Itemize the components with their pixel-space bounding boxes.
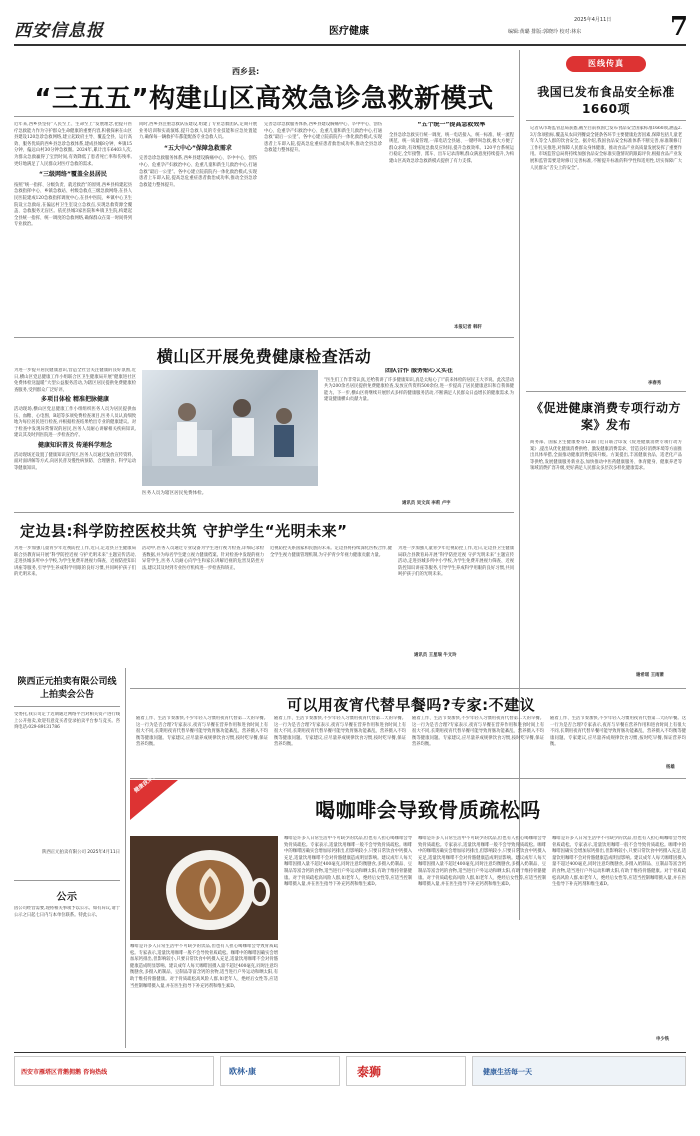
story5-column-1: 随着工作、生活节奏加快,不少年轻人习惯用夜宵代替第二天的早餐。这一行为是否合理?专家表示,夜宵与早餐在营养作用和进食时间上有很大不同,长期用夜宵代替早餐可能导致胃肠功能紊乱、营养摄入不均衡等健康问题。专家建议,应尽量养成规律饮食习惯,按时吃早餐,保证营养均衡。	[136, 716, 268, 748]
story6-column-3: 咖啡是许多人日常生活中不可缺少的饮品,但也有人担心喝咖啡会导致骨质疏松。专家表示,适量饮用咖啡一般不会导致骨质疏松。咖啡中的咖啡因确实会增加尿钙排出,但影响较小,只要日常饮食中钙摄入充足,适量饮用咖啡不会对骨骼健康造成明显影响。建议成年人每天咖啡因摄入量不超过400毫克,同时注意均衡膳食,多摄入奶制品、豆制品等富含钙的食物,适当进行户外运动和晒太阳,有助于维持骨骼健康。对于骨质疏松高风险人群,如老年人、绝经后女性等,应适当控制咖啡摄入量,并在医生指导下补充钙剂和维生素D。	[418, 836, 546, 888]
story3-column-1: 为进一步加强儿童青少年近视防控工作,近日,定边县卫生健康局联合县教育局开展“科学防控近视 守护光明未来”主题宣传活动,走进县城多所中小学校,为学生免费开展视力筛查、近视防控知识讲座等服务,引导学生养成科学用眼的良好习惯,共同呵护孩子们的光明未来。	[14, 546, 136, 578]
story2-para-2: 活动现场,横山区党总健康工作小组组织医务人员为居民提供血压、血糖、心电图、B超等多项免费检查项目,医务人员认真细致地为每位居民进行检查,并根据检查结果给出专业的健康建议。对于检查中发现异常情况的居民,医务人员耐心讲解相关疾病知识,建议其及时到医院进一步检查治疗。	[14, 406, 136, 439]
notice-box	[526, 54, 686, 389]
lead-sub-3: “五个统一”提高急救效率	[417, 122, 486, 128]
masthead	[14, 12, 689, 44]
section-title: 医疗健康	[329, 26, 369, 37]
footer-ad-3[interactable]	[346, 1056, 466, 1086]
lead-para-3: 同时,西乡县注重急救队伍建设,组建了专业急救团队,定期开展业务培训和实战演练,提升急救人员的专业技能和应急处置能力,确保每一辆救护车都能配备专业急救人员。	[139, 122, 257, 141]
editor-line: 编辑:黄璐 排版:郭晓玲 校对:林东	[508, 29, 582, 35]
lead-para-5: 全县急诊急救实行统一调度、统一电话接入、统一标准、统一流程规范、统一质量管理,一部电话全县通、一键呼叫急救,极大方便了群众求助,有效缩短急救反应时间,提升急救效率。120平台系统运行稳定,全年接警、派车、出车记录清晰,群众满意度持续提升,为构建山区高效急诊急救新模式提供了有力支撑。	[389, 132, 514, 164]
side-notice-2-body: 因公司经营需要,现将相关事项予以公示。如有异议,请于公示之日起七日内与本单位联系。特此公示。	[14, 906, 120, 918]
masthead-rule	[14, 44, 686, 46]
story6-column-2: 咖啡是许多人日常生活中不可缺少的饮品,但也有人担心喝咖啡会导致骨质疏松。专家表示,适量饮用咖啡一般不会导致骨质疏松。咖啡中的咖啡因确实会增加尿钙排出,但影响较小,只要日常饮食中钙摄入充足,适量饮用咖啡不会对骨骼健康造成明显影响。建议成年人每天咖啡因摄入量不超过400毫克,同时注意均衡膳食,多摄入奶制品、豆制品等富含钙的食物,适当进行户外运动和晒太阳,有助于维持骨骼健康。对于骨质疏松高风险人群,如老年人、绝经后女性等,应适当控制咖啡摄入量,并在医生指导下补充钙剂和维生素D。	[284, 836, 412, 888]
notice-headline: 我国已发布食品安全标准1660项	[537, 85, 675, 116]
story2-column-3	[324, 368, 514, 498]
lead-para-4: 完善急诊急救服务体系,西乡县建设胸痛中心、卒中中心、创伤中心、危重孕产妇救治中心、危重儿童和新生儿救治中心,打通急救“最后一公里”。各中心建立院前院内一体化救治模式,实现患者上车即入院,提高急危重症患者救治成功率,推动全县急诊急救能力整体提升。	[139, 156, 257, 188]
side-notice-1-rule	[14, 706, 120, 707]
story6-column-1: 咖啡是许多人日常生活中不可缺少的饮品,但也有人担心喝咖啡会导致骨质疏松。专家表示,适量饮用咖啡一般不会导致骨质疏松。咖啡中的咖啡因确实会增加尿钙排出,但影响较小,只要日常饮食中钙摄入充足,适量饮用咖啡不会对骨骼健康造成明显影响。建议成年人每天咖啡因摄入量不超过400毫克,同时注意均衡膳食,多摄入奶制品、豆制品等富含钙的食物,适当进行户外运动和晒太阳,有助于维持骨骼健康。对于骨质疏松高风险人群,如老年人、绝经后女性等,应适当控制咖啡摄入量,并在医生指导下补充钙剂和维生素D。	[130, 944, 278, 989]
lead-column-1	[14, 122, 132, 326]
lead-byline: 本报记者 韩轩	[454, 325, 482, 330]
story2-headline: 横山区开展免费健康检查活动	[156, 347, 372, 366]
coffee-cup-icon	[130, 836, 278, 940]
footer-ad-1-label: 西安市雁塔区青鹅拥鹅 咨询热线	[21, 1069, 108, 1076]
notice-body: 记者从市场监管总局获悉,截至目前我国已发布食品安全国家标准1660项,涵盖2.3万余项指标,覆盖从农田到餐桌全链条各环节主要健康危害因素,保障包括儿童老年人等全人群的饮食安全。据介绍,我国食品安全标准体系不断完善,标准制修订工作扎实推进,对保障人民群众身体健康、推动食品产业高质量发展发挥了重要作用。市场监管总局将持续加强食品安全标准实施情况的跟踪评价,根据食品产业发展和监管需要适时修订完善标准,不断提升标准的科学性和适用性,切实保障广大人民群众“舌尖上的安全”。	[530, 126, 682, 171]
story2-para-3: 活动现场还设置了健康知识宣传区,医务人员通过发放宣传资料、面对面讲解等方式,向居民普及慢性病预防、合理膳食、科学运动等健康知识。	[14, 452, 136, 471]
story2-para-4: “医生们工作非常认真,还给我讲了许多健康知识,真是太贴心了!”前来体检的居民王大爷说。此次活动共为200余名居民提供免费健康检查,发放宣传资料500余份,进一步提高了居民健康意识和自我保健能力。下一步,横山区将继续开展形式多样的健康服务活动,不断满足人民群众日益增长的健康需求,为建设健康横山贡献力量。	[324, 377, 514, 403]
story4-byline: 谢希瑶 王雨萧	[636, 673, 664, 678]
story6-headline: 喝咖啡会导致骨质疏松吗	[315, 798, 541, 822]
footer-ad-1[interactable]	[14, 1056, 214, 1086]
story5-byline: 杨雄	[666, 765, 675, 770]
story3-byline: 通讯员 王星瑞 牛文玲	[414, 653, 457, 658]
notice-byline: 李春秀	[648, 381, 662, 386]
footer-ad-2[interactable]	[220, 1056, 340, 1086]
lead-para-1: 近年来,西乡县坚持“人民至上、生命至上”发展理念,把提升医疗急救能力作为守护群众生命健康的重要内容,积极探索在山区县建设120急诊急救网络,建立起政府主导、覆盖全县、运行高效、服务优质的西乡县急诊急救体系,建成县城8分钟、乡镇15分钟、偏远山村30分钟急救圈。2024年,累计出车6403人次,为群众急救赢得了宝贵时间,有效降低了患者死亡率和伤残率,更好地满足了人民群众对医疗急救的需求。	[14, 122, 132, 167]
story6-top-rule	[130, 778, 686, 779]
story5-column-3: 随着工作、生活节奏加快,不少年轻人习惯用夜宵代替第二天的早餐。这一行为是否合理?专家表示,夜宵与早餐在营养作用和进食时间上有很大不同,长期用夜宵代替早餐可能导致胃肠功能紊乱、营养摄入不均衡等健康问题。专家建议,应尽量养成规律饮食习惯,按时吃早餐,保证营养均衡。	[412, 716, 544, 748]
story6-tag: 健康我来说	[133, 772, 159, 795]
lead-column-3	[264, 122, 382, 326]
side-notice-2-rule	[14, 880, 120, 881]
footer-ad-2-label: 欧林·康	[229, 1067, 257, 1076]
story4-body: 商务部、国家卫生健康委等12部门近日联合印发《促进健康消费专项行动方案》,提出从优化健康消费供给、激发健康消费需求、营造良好消费环境等方面推出具体举措,全面推动健康消费提质升级。方案提出,丰富健康食品、适老化产品等供给,发展健康服务新业态,加快推动中医药健康服务、体育健身、健康养老等领域消费扩容升级,更好满足人民群众多层次多样化健康需求。	[530, 440, 682, 472]
notice-tag-label: 医线传真	[588, 59, 624, 68]
story5-column-2: 随着工作、生活节奏加快,不少年轻人习惯用夜宵代替第二天的早餐。这一行为是否合理?专家表示,夜宵与早餐在营养作用和进食时间上有很大不同,长期用夜宵代替早餐可能导致胃肠功能紊乱、营养摄入不均衡等健康问题。专家建议,应尽量养成规律饮食习惯,按时吃早餐,保证营养均衡。	[274, 716, 406, 748]
story2-sub-2: 健康知识普及 传递科学理念	[37, 441, 113, 449]
story3-headline: 定边县:科学防控医校共筑 守护学生“光明未来”	[20, 522, 348, 540]
story2	[14, 340, 514, 510]
footer-ad-4[interactable]	[472, 1056, 686, 1086]
story3-column-2: 活动中,医务人员通过专业设备为学生进行视力检查,详细记录检查数据,并为每名学生建立视力健康档案。针对检查中发现的视力异常学生,医务人员耐心向学生和家长讲解近视的危害及防控方法,建议其及时到专业医疗机构进一步检查和矫正。	[142, 546, 264, 571]
notice-tag	[566, 56, 646, 72]
story6	[130, 772, 686, 1048]
lead-sub-2: “五大中心”保障急救需求	[164, 144, 232, 152]
lead-headline: “三五五”构建山区高效急诊急救新模式	[34, 84, 494, 114]
story6-column-4: 咖啡是许多人日常生活中不可缺少的饮品,但也有人担心喝咖啡会导致骨质疏松。专家表示,适量饮用咖啡一般不会导致骨质疏松。咖啡中的咖啡因确实会增加尿钙排出,但影响较小,只要日常饮食中钙摄入充足,适量饮用咖啡不会对骨骼健康造成明显影响。建议成年人每天咖啡因摄入量不超过400毫克,同时注意均衡膳食,多摄入奶制品、豆制品等富含钙的食物,适当进行户外运动和晒太阳,有助于维持骨骼健康。对于骨质疏松高风险人群,如老年人、绝经后女性等,应适当控制咖啡摄入量,并在医生指导下补充钙剂和维生素D。	[552, 836, 686, 888]
story6-byline: 申少铁	[656, 1037, 670, 1042]
footer-ad-3-label: 泰狮	[357, 1065, 382, 1079]
side-notice-2-title: 公示	[56, 892, 78, 903]
story3-column-3: 近视防控关系国家和民族的未来。定边县将持续深化医校合作,健全学生视力健康管理机制,为守护青少年视力健康贡献力量。	[270, 546, 392, 558]
footer-ad-4-label: 健康生活每一天	[483, 1068, 532, 1076]
notice-divider	[526, 120, 686, 121]
side-notice-1-title: 陕西正元拍卖有限公司线上拍卖会公告	[17, 677, 117, 700]
story2-photo-figures	[142, 370, 318, 486]
story2-caption: 医务人员为辖区居民免费体检。	[142, 491, 207, 496]
side-column-divider	[125, 668, 126, 1048]
footer-rule	[14, 1052, 686, 1053]
story4-top-rule	[526, 391, 686, 392]
story2-sub-3: 团队合作 服务贴心又实在	[384, 368, 454, 374]
story2-column-1	[14, 368, 136, 508]
lead-para-2: 按照“统一指挥、分级负责、就近救治”的原则,西乡县构建起县急救指挥中心、乡镇急救站、村级急救点三级急救网络,在县人民医院建成120急救指挥调度中心,在县中医院、乡镇中心卫生院设立急救站,在偏远村卫生室设立急救点,实现急救资源全覆盖、急救服务无盲区。依托县城3家医院和乡镇卫生院,构建起全县统一指挥、统一调度的急救网络,确保群众在第一时间得到专业救治。	[14, 182, 132, 228]
story4	[526, 394, 686, 684]
lead-column-4	[389, 122, 514, 326]
story2-photo	[142, 370, 318, 486]
lead-sub-1: “三级网络”覆盖全县居民	[39, 171, 107, 179]
side-notice-1-footer: 陕西正元拍卖有限公司 2025年4月11日	[41, 850, 120, 855]
story2-para-1: 为进一步提升居民健康意识,营造全社会关注健康的良好氛围,近日,横山区党总健康工作小组联合区卫生健康局开展“健康进社区 免费体检送温暖”大型公益服务活动,为辖区居民提供免费健康检查服务,受到群众广泛好评。	[14, 368, 136, 393]
story2-sub-1: 多项目体检 精准把脉健康	[40, 396, 110, 404]
story5-headline: 可以用夜宵代替早餐吗?专家:不建议	[286, 696, 536, 714]
story6-photo	[130, 836, 278, 940]
story3	[14, 516, 514, 666]
issue-date: 2025年4月11日	[574, 17, 612, 23]
side-notice-2	[14, 884, 120, 1044]
masthead-logo: 西安信息报	[14, 21, 104, 41]
story3-column-4: 为进一步加强儿童青少年近视防控工作,近日,定边县卫生健康局联合县教育局开展“科学防控近视 守护光明未来”主题宣传活动,走进县城多所中小学校,为学生免费开展视力筛查、近视防控知识讲座等服务,引导学生养成科学用眼的良好习惯,共同呵护孩子们的光明未来。	[398, 546, 514, 578]
story5	[136, 690, 686, 774]
side-notice-1-body: 受委托,我公司定于近期通过网络平台对相关资产进行线上公开拍卖,欢迎有意竞买者登录拍卖平台参与竞买。咨询电话:029-89131786	[14, 712, 120, 731]
story4-headline: 《促进健康消费专项行动方案》发布	[530, 401, 681, 432]
page-number: 7	[670, 12, 689, 42]
story3-top-rule	[14, 512, 514, 513]
lead-story	[14, 50, 514, 335]
lead-kicker: 西乡县:	[232, 67, 260, 76]
lead-column-2	[139, 122, 257, 326]
story5-top-rule	[130, 688, 686, 689]
lead-para-4b: 完善急诊急救服务体系,西乡县建设胸痛中心、卒中中心、创伤中心、危重孕产妇救治中心、危重儿童和新生儿救治中心,打通急救“最后一公里”。各中心建立院前院内一体化救治模式,实现患者上车即入院,提高急危重症患者救治成功率,推动全县急诊急救能力整体提升。	[264, 122, 382, 154]
side-notice-1	[14, 672, 120, 876]
story2-byline: 通讯员 吴文宾 李莉 卢宇	[402, 501, 451, 506]
story2-top-rule	[14, 337, 514, 338]
lead-divider	[14, 116, 514, 117]
story5-column-4: 随着工作、生活节奏加快,不少年轻人习惯用夜宵代替第二天的早餐。这一行为是否合理?专家表示,夜宵与早餐在营养作用和进食时间上有很大不同,长期用夜宵代替早餐可能导致胃肠功能紊乱、营养摄入不均衡等健康问题。专家建议,应尽量养成规律饮食习惯,按时吃早餐,保证营养均衡。	[550, 716, 686, 748]
footer-ads	[14, 1056, 686, 1086]
